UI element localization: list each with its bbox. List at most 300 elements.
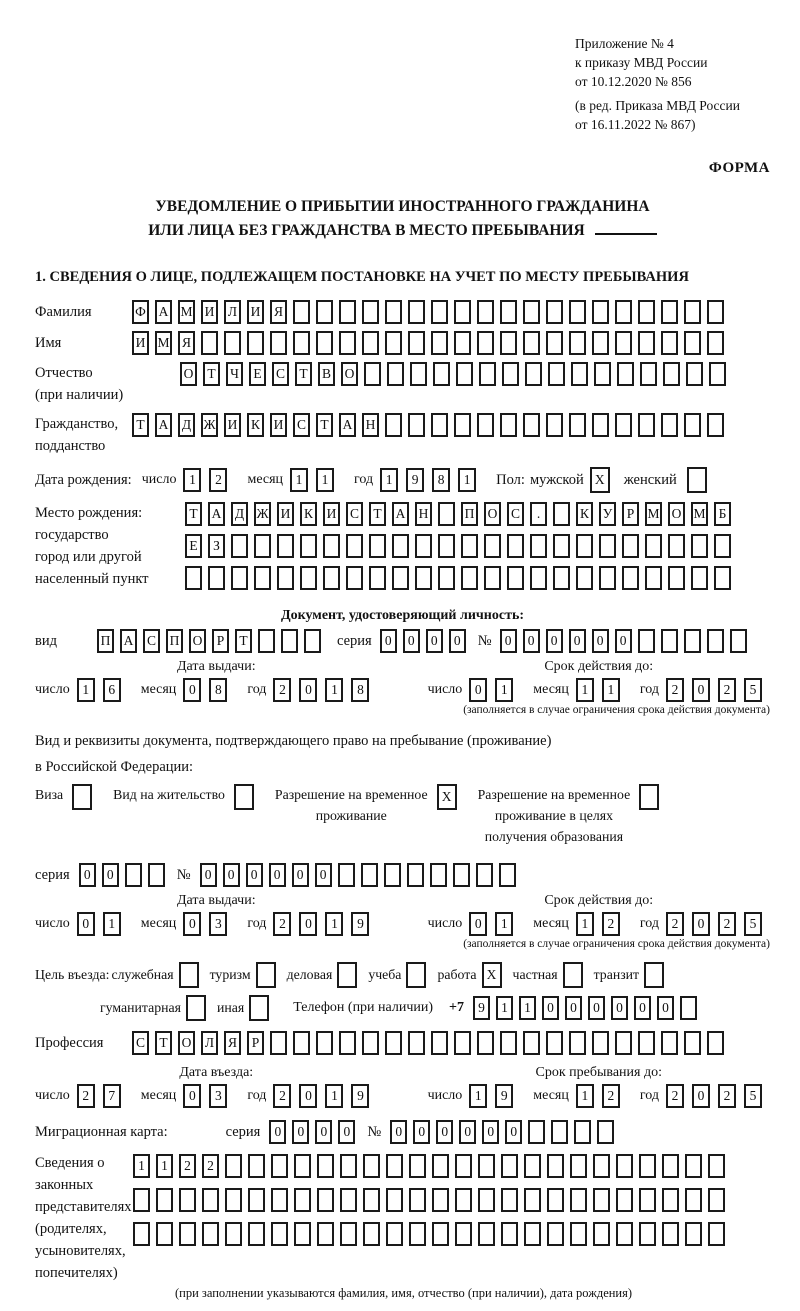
date-box-day[interactable]: 1: [103, 912, 121, 936]
char-box[interactable]: [592, 331, 609, 355]
char-box[interactable]: Т: [185, 502, 202, 526]
date-box-day[interactable]: 1: [495, 678, 513, 702]
char-box[interactable]: [362, 331, 379, 355]
char-box[interactable]: [530, 566, 547, 590]
char-box[interactable]: [592, 413, 609, 437]
char-box[interactable]: [346, 566, 363, 590]
char-box[interactable]: И: [201, 300, 218, 324]
char-box[interactable]: [340, 1154, 357, 1178]
char-box[interactable]: [225, 1154, 242, 1178]
char-box[interactable]: [248, 1154, 265, 1178]
date-box-day[interactable]: 1: [469, 1084, 487, 1108]
char-box[interactable]: [432, 1154, 449, 1178]
date-box-day[interactable]: 0: [469, 678, 487, 702]
char-box[interactable]: [454, 331, 471, 355]
char-box[interactable]: [530, 534, 547, 558]
char-box[interactable]: [661, 413, 678, 437]
char-box[interactable]: [293, 300, 310, 324]
char-box[interactable]: [691, 566, 708, 590]
date-box-year[interactable]: 1: [458, 468, 476, 492]
char-box[interactable]: [638, 629, 655, 653]
char-box[interactable]: [409, 1188, 426, 1212]
char-box[interactable]: [661, 629, 678, 653]
char-box[interactable]: [546, 1031, 563, 1055]
char-box[interactable]: [270, 331, 287, 355]
char-box[interactable]: [569, 331, 586, 355]
char-box[interactable]: О: [180, 362, 197, 386]
date-box-year[interactable]: 9: [351, 912, 369, 936]
char-box[interactable]: 0: [269, 863, 286, 887]
char-box[interactable]: [553, 534, 570, 558]
char-box[interactable]: [615, 331, 632, 355]
char-box[interactable]: [369, 534, 386, 558]
char-box[interactable]: [500, 300, 517, 324]
char-box[interactable]: [386, 1188, 403, 1212]
char-box[interactable]: С: [293, 413, 310, 437]
char-box[interactable]: [645, 566, 662, 590]
date-box-year[interactable]: 1: [380, 468, 398, 492]
checkbox-частная[interactable]: [563, 962, 583, 988]
date-box-day[interactable]: 9: [495, 1084, 513, 1108]
char-box[interactable]: [317, 1222, 334, 1246]
char-box[interactable]: [569, 1031, 586, 1055]
char-box[interactable]: [500, 413, 517, 437]
char-box[interactable]: [133, 1188, 150, 1212]
char-box[interactable]: [455, 1222, 472, 1246]
char-box[interactable]: С: [132, 1031, 149, 1055]
char-box[interactable]: И: [132, 331, 149, 355]
char-box[interactable]: 0: [200, 863, 217, 887]
char-box[interactable]: [300, 566, 317, 590]
char-box[interactable]: [438, 534, 455, 558]
char-box[interactable]: [248, 1188, 265, 1212]
char-box[interactable]: [316, 331, 333, 355]
char-box[interactable]: [363, 1222, 380, 1246]
char-box[interactable]: [685, 1222, 702, 1246]
char-box[interactable]: [248, 1222, 265, 1246]
char-box[interactable]: А: [120, 629, 137, 653]
char-box[interactable]: П: [166, 629, 183, 653]
char-box[interactable]: С: [272, 362, 289, 386]
char-box[interactable]: [593, 1154, 610, 1178]
char-box[interactable]: [594, 362, 611, 386]
char-box[interactable]: [477, 413, 494, 437]
char-box[interactable]: Я: [224, 1031, 241, 1055]
char-box[interactable]: [507, 566, 524, 590]
checkbox-Вид на жительство[interactable]: [234, 784, 254, 810]
date-box-month[interactable]: 2: [602, 1084, 620, 1108]
char-box[interactable]: [597, 1120, 614, 1144]
char-box[interactable]: [148, 863, 165, 887]
char-box[interactable]: С: [346, 502, 363, 526]
char-box[interactable]: [202, 1222, 219, 1246]
char-box[interactable]: [615, 1031, 632, 1055]
char-box[interactable]: [478, 1188, 495, 1212]
char-box[interactable]: 0: [315, 1120, 332, 1144]
char-box[interactable]: 0: [500, 629, 517, 653]
char-box[interactable]: [593, 1188, 610, 1212]
char-box[interactable]: [254, 534, 271, 558]
char-box[interactable]: [456, 362, 473, 386]
char-box[interactable]: [316, 1031, 333, 1055]
date-box-day[interactable]: 0: [77, 912, 95, 936]
char-box[interactable]: А: [155, 413, 172, 437]
char-box[interactable]: 0: [292, 863, 309, 887]
date-box-year[interactable]: 2: [666, 912, 684, 936]
char-box[interactable]: 0: [269, 1120, 286, 1144]
char-box[interactable]: [408, 300, 425, 324]
char-box[interactable]: Л: [201, 1031, 218, 1055]
char-box[interactable]: [408, 413, 425, 437]
char-box[interactable]: [392, 566, 409, 590]
char-box[interactable]: [431, 331, 448, 355]
checkbox-транзит[interactable]: [644, 962, 664, 988]
date-box-year[interactable]: 2: [718, 678, 736, 702]
char-box[interactable]: [363, 1154, 380, 1178]
char-box[interactable]: 0: [315, 863, 332, 887]
char-box[interactable]: [385, 1031, 402, 1055]
char-box[interactable]: [271, 1154, 288, 1178]
date-box-year[interactable]: 1: [325, 1084, 343, 1108]
char-box[interactable]: 2: [202, 1154, 219, 1178]
char-box[interactable]: [523, 300, 540, 324]
char-box[interactable]: И: [270, 413, 287, 437]
char-box[interactable]: Т: [203, 362, 220, 386]
char-box[interactable]: [708, 1188, 725, 1212]
checkbox-Виза[interactable]: [72, 784, 92, 810]
checkbox-Разрешение на временное[interactable]: [639, 784, 659, 810]
char-box[interactable]: [369, 566, 386, 590]
char-box[interactable]: Р: [622, 502, 639, 526]
char-box[interactable]: [616, 1154, 633, 1178]
char-box[interactable]: [484, 566, 501, 590]
checkbox-туризм[interactable]: [256, 962, 276, 988]
char-box[interactable]: [364, 362, 381, 386]
checkbox-гуманитарная[interactable]: [186, 995, 206, 1021]
char-box[interactable]: [363, 1188, 380, 1212]
char-box[interactable]: П: [97, 629, 114, 653]
char-box[interactable]: И: [277, 502, 294, 526]
char-box[interactable]: [478, 1154, 495, 1178]
char-box[interactable]: [304, 629, 321, 653]
date-box-year[interactable]: 8: [351, 678, 369, 702]
date-box-year[interactable]: 0: [692, 912, 710, 936]
char-box[interactable]: 0: [459, 1120, 476, 1144]
char-box[interactable]: [592, 1031, 609, 1055]
char-box[interactable]: [707, 629, 724, 653]
char-box[interactable]: [685, 1154, 702, 1178]
char-box[interactable]: [277, 566, 294, 590]
char-box[interactable]: [438, 502, 455, 526]
date-box-year[interactable]: 2: [273, 1084, 291, 1108]
char-box[interactable]: Л: [224, 300, 241, 324]
char-box[interactable]: [592, 300, 609, 324]
char-box[interactable]: [392, 534, 409, 558]
char-box[interactable]: [179, 1188, 196, 1212]
char-box[interactable]: [639, 1154, 656, 1178]
char-box[interactable]: [714, 566, 731, 590]
char-box[interactable]: [317, 1154, 334, 1178]
char-box[interactable]: Т: [132, 413, 149, 437]
char-box[interactable]: [507, 534, 524, 558]
char-box[interactable]: [410, 362, 427, 386]
char-box[interactable]: [476, 863, 493, 887]
char-box[interactable]: [501, 1222, 518, 1246]
date-box-day[interactable]: 2: [209, 468, 227, 492]
char-box[interactable]: [438, 566, 455, 590]
char-box[interactable]: [707, 300, 724, 324]
char-box[interactable]: [339, 300, 356, 324]
char-box[interactable]: [316, 300, 333, 324]
char-box[interactable]: А: [155, 300, 172, 324]
char-box[interactable]: [461, 566, 478, 590]
date-box-day[interactable]: 1: [495, 912, 513, 936]
char-box[interactable]: [547, 1222, 564, 1246]
char-box[interactable]: [477, 331, 494, 355]
char-box[interactable]: [707, 1031, 724, 1055]
char-box[interactable]: 2: [179, 1154, 196, 1178]
char-box[interactable]: С: [143, 629, 160, 653]
char-box[interactable]: 0: [657, 996, 674, 1020]
char-box[interactable]: [415, 534, 432, 558]
char-box[interactable]: [571, 362, 588, 386]
char-box[interactable]: 1: [133, 1154, 150, 1178]
char-box[interactable]: [133, 1222, 150, 1246]
char-box[interactable]: [387, 362, 404, 386]
char-box[interactable]: И: [247, 300, 264, 324]
char-box[interactable]: 0: [426, 629, 443, 653]
char-box[interactable]: [415, 566, 432, 590]
char-box[interactable]: [407, 863, 424, 887]
char-box[interactable]: [386, 1222, 403, 1246]
char-box[interactable]: 0: [390, 1120, 407, 1144]
date-box-year[interactable]: 5: [744, 678, 762, 702]
char-box[interactable]: 0: [615, 629, 632, 653]
char-box[interactable]: Д: [178, 413, 195, 437]
char-box[interactable]: [385, 413, 402, 437]
char-box[interactable]: [208, 566, 225, 590]
char-box[interactable]: [294, 1188, 311, 1212]
date-box-year[interactable]: 1: [325, 678, 343, 702]
char-box[interactable]: [616, 1222, 633, 1246]
char-box[interactable]: [500, 331, 517, 355]
char-box[interactable]: [615, 413, 632, 437]
char-box[interactable]: [662, 1154, 679, 1178]
char-box[interactable]: Т: [295, 362, 312, 386]
date-box-year[interactable]: 8: [432, 468, 450, 492]
char-box[interactable]: [384, 863, 401, 887]
char-box[interactable]: [258, 629, 275, 653]
char-box[interactable]: [479, 362, 496, 386]
char-box[interactable]: [271, 1222, 288, 1246]
char-box[interactable]: [662, 1222, 679, 1246]
char-box[interactable]: [708, 1154, 725, 1178]
date-box-year[interactable]: 2: [718, 1084, 736, 1108]
char-box[interactable]: А: [339, 413, 356, 437]
char-box[interactable]: [478, 1222, 495, 1246]
checkbox-деловая[interactable]: [337, 962, 357, 988]
char-box[interactable]: [640, 362, 657, 386]
sex-female-checkbox[interactable]: [687, 467, 707, 493]
char-box[interactable]: [340, 1188, 357, 1212]
char-box[interactable]: [431, 413, 448, 437]
char-box[interactable]: [638, 331, 655, 355]
date-box-year[interactable]: 2: [273, 678, 291, 702]
char-box[interactable]: 0: [505, 1120, 522, 1144]
sex-male-checkbox[interactable]: X: [590, 467, 610, 493]
char-box[interactable]: [455, 1188, 472, 1212]
char-box[interactable]: Е: [185, 534, 202, 558]
char-box[interactable]: [501, 1154, 518, 1178]
char-box[interactable]: [293, 1031, 310, 1055]
char-box[interactable]: Р: [247, 1031, 264, 1055]
char-box[interactable]: [431, 1031, 448, 1055]
char-box[interactable]: М: [155, 331, 172, 355]
char-box[interactable]: О: [189, 629, 206, 653]
char-box[interactable]: Б: [714, 502, 731, 526]
char-box[interactable]: [346, 534, 363, 558]
char-box[interactable]: [714, 534, 731, 558]
char-box[interactable]: 0: [588, 996, 605, 1020]
char-box[interactable]: И: [323, 502, 340, 526]
char-box[interactable]: [574, 1120, 591, 1144]
char-box[interactable]: [709, 362, 726, 386]
char-box[interactable]: [525, 362, 542, 386]
char-box[interactable]: В: [318, 362, 335, 386]
char-box[interactable]: [156, 1222, 173, 1246]
date-box-month[interactable]: 3: [209, 1084, 227, 1108]
char-box[interactable]: [684, 1031, 701, 1055]
char-box[interactable]: [386, 1154, 403, 1178]
char-box[interactable]: Д: [231, 502, 248, 526]
char-box[interactable]: [622, 566, 639, 590]
date-box-day[interactable]: 7: [103, 1084, 121, 1108]
date-box-year[interactable]: 2: [666, 1084, 684, 1108]
checkbox-учеба[interactable]: [406, 962, 426, 988]
char-box[interactable]: [638, 1031, 655, 1055]
char-box[interactable]: Е: [249, 362, 266, 386]
char-box[interactable]: 0: [449, 629, 466, 653]
char-box[interactable]: [362, 1031, 379, 1055]
checkbox-работа[interactable]: X: [482, 962, 502, 988]
char-box[interactable]: 0: [569, 629, 586, 653]
date-box-month[interactable]: 1: [602, 678, 620, 702]
char-box[interactable]: [553, 502, 570, 526]
char-box[interactable]: [409, 1222, 426, 1246]
char-box[interactable]: [661, 1031, 678, 1055]
char-box[interactable]: [500, 1031, 517, 1055]
char-box[interactable]: [477, 1031, 494, 1055]
char-box[interactable]: [593, 1222, 610, 1246]
date-box-day[interactable]: 1: [77, 678, 95, 702]
char-box[interactable]: [684, 413, 701, 437]
char-box[interactable]: [638, 413, 655, 437]
char-box[interactable]: .: [530, 502, 547, 526]
char-box[interactable]: [684, 300, 701, 324]
char-box[interactable]: [300, 534, 317, 558]
char-box[interactable]: [730, 629, 747, 653]
char-box[interactable]: 9: [473, 996, 490, 1020]
date-box-year[interactable]: 0: [692, 678, 710, 702]
char-box[interactable]: [453, 863, 470, 887]
char-box[interactable]: 0: [523, 629, 540, 653]
char-box[interactable]: О: [484, 502, 501, 526]
char-box[interactable]: 0: [79, 863, 96, 887]
char-box[interactable]: [385, 300, 402, 324]
char-box[interactable]: [553, 566, 570, 590]
char-box[interactable]: [409, 1154, 426, 1178]
char-box[interactable]: 0: [436, 1120, 453, 1144]
char-box[interactable]: К: [576, 502, 593, 526]
char-box[interactable]: [277, 534, 294, 558]
char-box[interactable]: [523, 1031, 540, 1055]
char-box[interactable]: [691, 534, 708, 558]
char-box[interactable]: Т: [155, 1031, 172, 1055]
char-box[interactable]: П: [461, 502, 478, 526]
char-box[interactable]: [524, 1188, 541, 1212]
char-box[interactable]: [668, 566, 685, 590]
date-box-month[interactable]: 0: [183, 678, 201, 702]
char-box[interactable]: [224, 331, 241, 355]
char-box[interactable]: [639, 1222, 656, 1246]
char-box[interactable]: [293, 331, 310, 355]
char-box[interactable]: О: [178, 1031, 195, 1055]
char-box[interactable]: [661, 331, 678, 355]
date-box-year[interactable]: 5: [744, 1084, 762, 1108]
char-box[interactable]: [254, 566, 271, 590]
char-box[interactable]: [338, 863, 355, 887]
char-box[interactable]: [125, 863, 142, 887]
char-box[interactable]: Т: [316, 413, 333, 437]
checkbox-Разрешение на временное[interactable]: X: [437, 784, 457, 810]
char-box[interactable]: [454, 300, 471, 324]
date-box-month[interactable]: 1: [576, 1084, 594, 1108]
char-box[interactable]: [432, 1222, 449, 1246]
char-box[interactable]: [599, 534, 616, 558]
char-box[interactable]: [616, 1188, 633, 1212]
char-box[interactable]: [270, 1031, 287, 1055]
char-box[interactable]: З: [208, 534, 225, 558]
char-box[interactable]: О: [341, 362, 358, 386]
char-box[interactable]: [576, 534, 593, 558]
char-box[interactable]: [247, 331, 264, 355]
date-box-year[interactable]: 9: [351, 1084, 369, 1108]
char-box[interactable]: [569, 300, 586, 324]
char-box[interactable]: М: [645, 502, 662, 526]
char-box[interactable]: У: [599, 502, 616, 526]
char-box[interactable]: [547, 1188, 564, 1212]
date-box-year[interactable]: 5: [744, 912, 762, 936]
char-box[interactable]: И: [224, 413, 241, 437]
char-box[interactable]: Н: [362, 413, 379, 437]
char-box[interactable]: [231, 534, 248, 558]
char-box[interactable]: [524, 1154, 541, 1178]
char-box[interactable]: [576, 566, 593, 590]
char-box[interactable]: Я: [178, 331, 195, 355]
char-box[interactable]: [361, 863, 378, 887]
char-box[interactable]: [551, 1120, 568, 1144]
date-box-year[interactable]: 9: [406, 468, 424, 492]
date-box-month[interactable]: 3: [209, 912, 227, 936]
char-box[interactable]: Т: [235, 629, 252, 653]
char-box[interactable]: [546, 300, 563, 324]
char-box[interactable]: [454, 1031, 471, 1055]
char-box[interactable]: Ж: [254, 502, 271, 526]
char-box[interactable]: [231, 566, 248, 590]
char-box[interactable]: 0: [611, 996, 628, 1020]
char-box[interactable]: [454, 413, 471, 437]
char-box[interactable]: [455, 1154, 472, 1178]
